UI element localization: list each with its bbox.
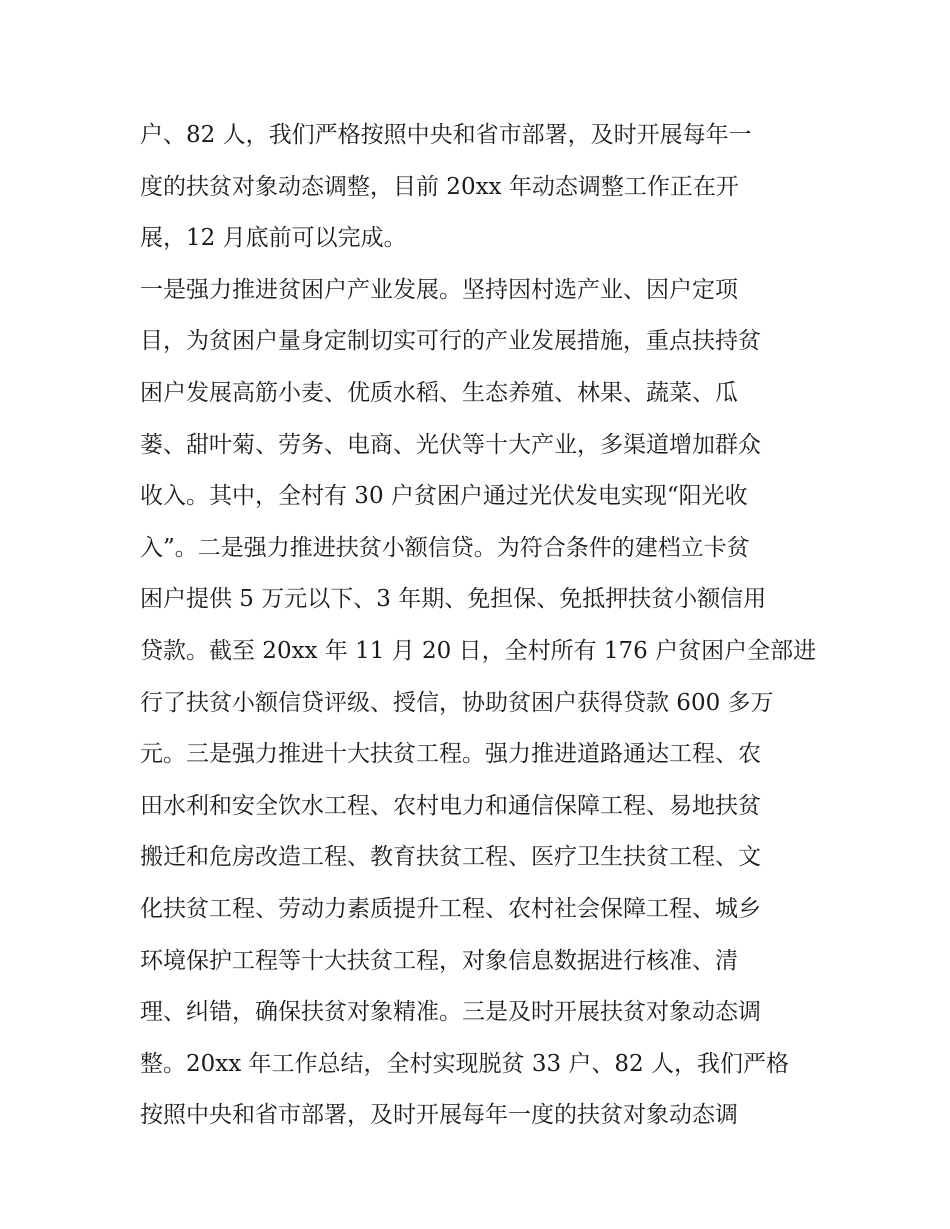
text-line: 按照中央和省市部署，及时开展每年一度的扶贫对象动态调 (140, 1102, 738, 1129)
text-line: 化扶贫工程、劳动力素质提升工程、农村社会保障工程、城乡 (140, 895, 761, 922)
text-line: 贷款。截至 20xx 年 11 月 20 日，全村所有 176 户贫困户全部进 (140, 637, 817, 664)
text-line: 理、纠错，确保扶贫对象精准。三是及时开展扶贫对象动态调 (140, 999, 761, 1026)
text-line: 田水利和安全饮水工程、农村电力和通信保障工程、易地扶贫 (140, 792, 761, 819)
text-line: 目，为贫困户量身定制切实可行的产业发展措施，重点扶持贫 (140, 328, 761, 355)
text-line: 整。20xx 年工作总结，全村实现脱贫 33 户、82 人，我们严格 (140, 1050, 789, 1077)
body-text (140, 110, 820, 1142)
text-line: 一是强力推进贫困户产业发展。坚持因村选产业、因户定项 (140, 276, 738, 303)
text-line: 元。三是强力推进十大扶贫工程。强力推进道路通达工程、农 (140, 741, 761, 768)
text-line: 度的扶贫对象动态调整，目前 20xx 年动态调整工作正在开 (140, 173, 739, 200)
text-line: 蒌、甜叶菊、劳务、电商、光伏等十大产业，多渠道增加群众 (140, 431, 761, 458)
text-line: 收入。其中，全村有 30 户贫困户通过光伏发电实现“阳光收 (140, 483, 748, 510)
text-line: 搬迁和危房改造工程、教育扶贫工程、医疗卫生扶贫工程、文 (140, 844, 761, 871)
text-line: 环境保护工程等十大扶贫工程，对象信息数据进行核准、清 (140, 947, 738, 974)
text-line: 户、82 人，我们严格按照中央和省市部署，及时开展每年一 (140, 122, 752, 148)
text-line: 行了扶贫小额信贷评级、授信，协助贫困户获得贷款 600 多万 (140, 689, 774, 716)
text-line: 困户提供 5 万元以下、3 年期、免担保、免抵押扶贫小额信用 (140, 586, 767, 613)
text-line: 困户发展高筋小麦、优质水稻、生态养殖、林果、蔬菜、瓜 (140, 379, 738, 406)
text-line: 入”。二是强力推进扶贫小额信贷。为符合条件的建档立卡贫 (140, 534, 750, 561)
text-line: 展，12 月底前可以完成。 (140, 225, 407, 252)
